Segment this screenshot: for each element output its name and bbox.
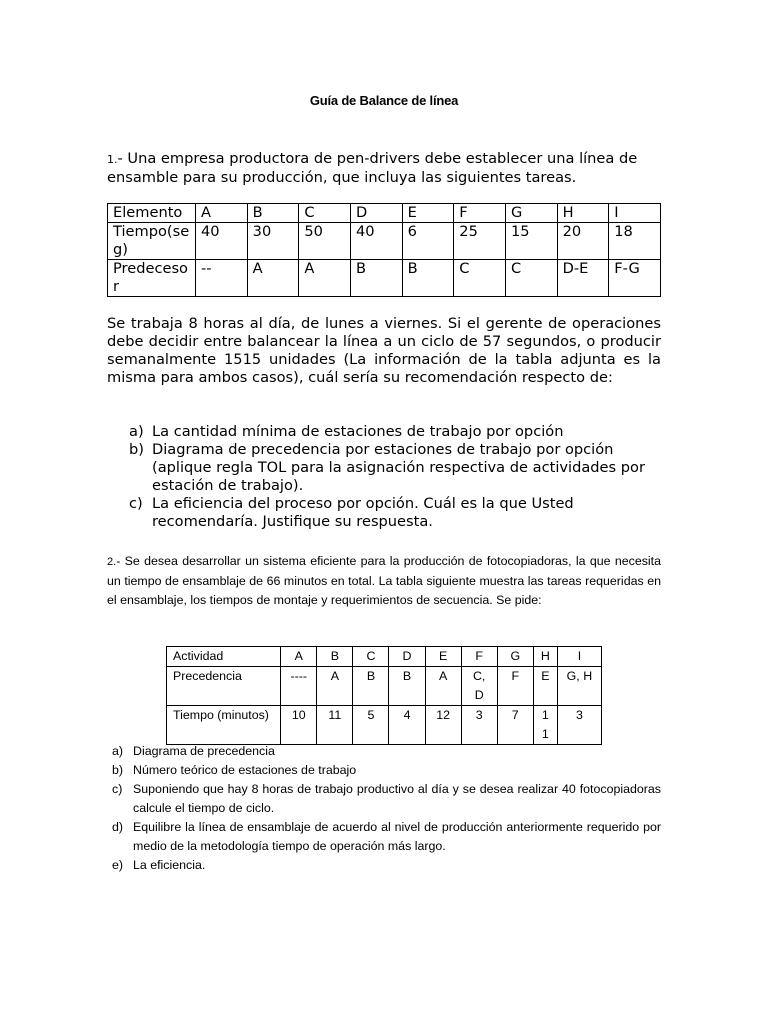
table-cell: A [281, 647, 317, 667]
table-cell: F [454, 204, 506, 223]
table-cell: 6 [402, 223, 454, 260]
list-marker: a) [112, 744, 124, 758]
table-cell: Actividad [167, 647, 281, 667]
table-cell: 50 [299, 223, 351, 260]
task-table-1 [107, 203, 661, 297]
table-cell: 40 [350, 223, 402, 260]
table-row-precedencia [167, 667, 602, 706]
question-1-paragraph: Se trabaja 8 horas al día, de lunes a viernes. Si el gerente de operaciones debe decidir entre balancear la línea a un ciclo de 57 segundos, o producir semanalmente 1515 unidades (La información de la tabla adjunta es la misma para ambos casos), cuál sería su recomendación respecto de: [107, 315, 661, 386]
table-cell: C [299, 204, 351, 223]
list-item [107, 441, 667, 495]
table-cell: 12 [425, 706, 461, 745]
table-cell: D [350, 204, 402, 223]
table-cell: A [317, 667, 353, 706]
list-marker: e) [112, 858, 124, 872]
table-cell: G [505, 204, 557, 223]
list-item-text: Diagrama de precedencia [133, 744, 275, 758]
table-cell: C [505, 260, 557, 297]
table-cell: I [557, 647, 601, 667]
question-2-number: 2. [107, 556, 117, 568]
table-cell: A [247, 260, 299, 297]
table-cell: B [247, 204, 299, 223]
list-item-text: La eficiencia. [133, 858, 206, 872]
page-title: Guía de Balance de línea [309, 93, 459, 108]
list-item [107, 818, 661, 856]
table-cell: F [461, 647, 497, 667]
table-cell: C [353, 647, 389, 667]
list-item-text: La cantidad mínima de estaciones de trabajo por opción [152, 423, 564, 440]
list-item [107, 423, 667, 441]
table-cell: E [425, 647, 461, 667]
table-cell: H [533, 647, 557, 667]
list-item [107, 495, 667, 531]
question-1-list [107, 423, 667, 531]
table-cell: F-G [609, 260, 661, 297]
table-cell: B [389, 667, 425, 706]
table-cell: 7 [497, 706, 533, 745]
table-cell: Elemento [108, 204, 196, 223]
table-row-tiempo [167, 706, 602, 745]
list-marker: b) [112, 763, 124, 777]
table-cell: Predecesor [108, 260, 196, 297]
table-cell: A [425, 667, 461, 706]
table-cell: 15 [505, 223, 557, 260]
table-cell: ---- [281, 667, 317, 706]
table-cell: C, D [461, 667, 497, 706]
table-cell: B [402, 260, 454, 297]
list-item-text: Suponiendo que hay 8 horas de trabajo productivo al día y se desea realizar 40 fotocopiadoras calcule el tiempo de ciclo. [133, 782, 661, 815]
table-cell: Tiempo (minutos) [167, 706, 281, 745]
list-item-text: Equilibre la línea de ensamblaje de acuerdo al nivel de producción anteriormente requerido por medio de la metodología tiempo de operación más largo. [133, 820, 661, 853]
table-cell: F [497, 667, 533, 706]
table-cell: B [350, 260, 402, 297]
table-row-elemento [108, 204, 661, 223]
table-cell: D [389, 647, 425, 667]
table-cell: I [609, 204, 661, 223]
list-item-text: Diagrama de precedencia por estaciones de trabajo por opción (aplique regla TOL para la asignación respectiva de actividades por estación de trabajo). [152, 441, 645, 494]
list-marker: b) [129, 441, 144, 458]
table-cell: E [402, 204, 454, 223]
table-cell: 18 [609, 223, 661, 260]
table-cell: E [533, 667, 557, 706]
question-1-intro-text: - Una empresa productora de pen-drivers debe establecer una línea de ensamble para su producción, que incluya las siguientes tareas. [107, 150, 638, 186]
table-row-actividad [167, 647, 602, 667]
table-cell: 11 [533, 706, 557, 745]
table-cell: 10 [281, 706, 317, 745]
table-cell: D-E [557, 260, 609, 297]
list-item [107, 780, 661, 818]
list-item-text: Número teórico de estaciones de trabajo [133, 763, 357, 777]
table-cell: B [317, 647, 353, 667]
table-row-tiempo [108, 223, 661, 260]
question-2-list [107, 742, 661, 875]
table-cell: Precedencia [167, 667, 281, 706]
list-item [107, 856, 661, 875]
task-table-2 [166, 646, 602, 745]
table-cell: -- [196, 260, 248, 297]
table-row-predecesor [108, 260, 661, 297]
list-marker: a) [129, 423, 144, 440]
list-marker: c) [129, 495, 143, 512]
question-2-paragraph-text: - Se desea desarrollar un sistema eficiente para la producción de fotocopiadoras, la que necesita un tiempo de ensamblaje de 66 minutos en total. La tabla siguiente muestra las tareas requeridas en el ensamblaje, los tiempos de montaje y requerimientos de secuencia. Se pide: [107, 554, 661, 607]
table-cell: 3 [461, 706, 497, 745]
table-cell: 30 [247, 223, 299, 260]
list-marker: c) [112, 782, 123, 796]
table-cell: A [196, 204, 248, 223]
table-cell: G, H [557, 667, 601, 706]
question-1-number: 1. [107, 153, 118, 166]
table-cell: 4 [389, 706, 425, 745]
table-cell: 20 [557, 223, 609, 260]
table-cell: 5 [353, 706, 389, 745]
table-cell: 3 [557, 706, 601, 745]
list-item [107, 761, 661, 780]
list-item [107, 742, 661, 761]
table-cell: A [299, 260, 351, 297]
table-cell: B [353, 667, 389, 706]
table-cell: 40 [196, 223, 248, 260]
question-2-paragraph [107, 552, 661, 610]
table-cell: 11 [317, 706, 353, 745]
question-1-intro [107, 150, 667, 187]
table-cell: Tiempo(seg) [108, 223, 196, 260]
table-cell: 25 [454, 223, 506, 260]
table-cell: H [557, 204, 609, 223]
list-marker: d) [112, 820, 124, 834]
table-cell: C [454, 260, 506, 297]
table-cell: G [497, 647, 533, 667]
list-item-text: La eficiencia del proceso por opción. Cuál es la que Usted recomendaría. Justifique su respuesta. [152, 495, 574, 530]
